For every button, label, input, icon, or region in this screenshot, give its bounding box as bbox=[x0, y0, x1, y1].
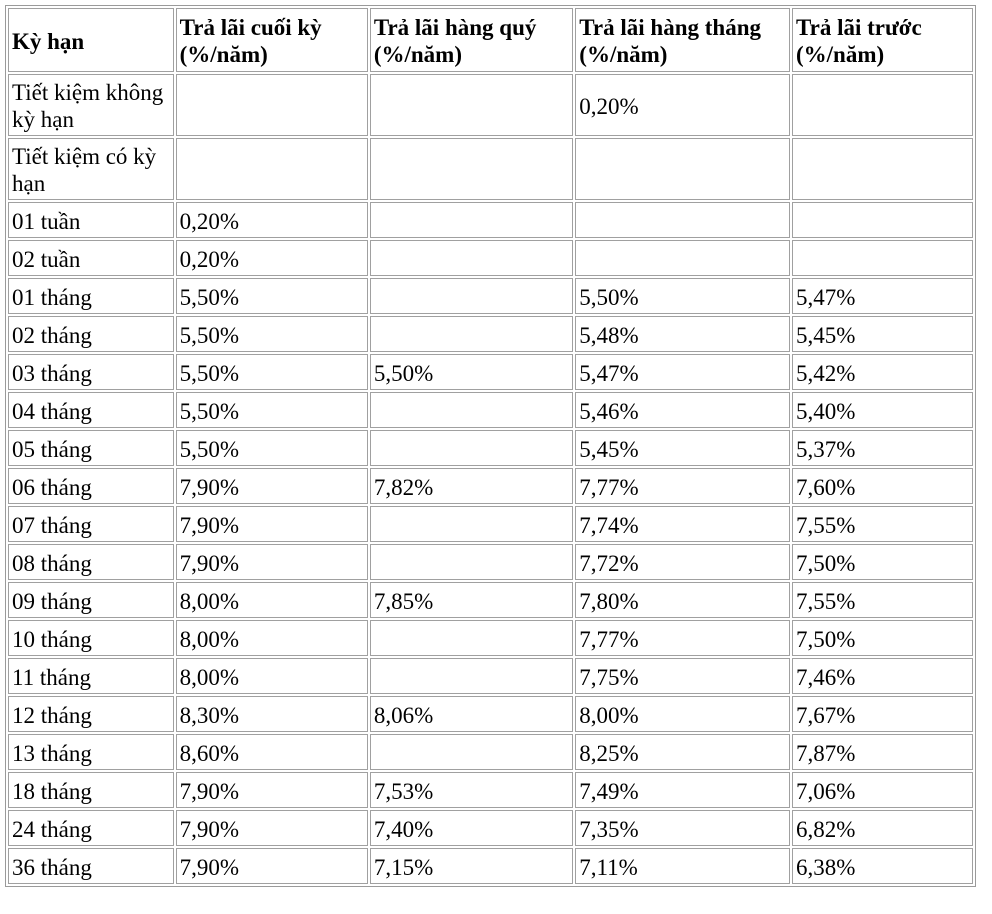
cell-upfront-rate: 7,50% bbox=[792, 620, 973, 656]
cell-monthly-rate bbox=[575, 240, 790, 276]
cell-quarterly-rate bbox=[370, 240, 573, 276]
cell-monthly-rate: 0,20% bbox=[575, 74, 790, 136]
cell-term: 10 tháng bbox=[8, 620, 174, 656]
cell-end-of-term-rate: 7,90% bbox=[176, 848, 368, 884]
cell-quarterly-rate: 7,40% bbox=[370, 810, 573, 846]
header-quarterly-unit: (%/năm) bbox=[373, 42, 462, 67]
cell-upfront-rate: 7,67% bbox=[792, 696, 973, 732]
cell-quarterly-rate bbox=[370, 734, 573, 770]
cell-monthly-rate: 8,25% bbox=[575, 734, 790, 770]
cell-end-of-term-rate: 7,90% bbox=[176, 810, 368, 846]
cell-upfront-rate: 5,45% bbox=[792, 316, 973, 352]
table-row bbox=[8, 620, 973, 656]
cell-end-of-term-rate: 8,30% bbox=[176, 696, 368, 732]
cell-term: 11 tháng bbox=[8, 658, 174, 694]
table-row bbox=[8, 202, 973, 238]
cell-quarterly-rate bbox=[370, 658, 573, 694]
cell-upfront-rate: 7,55% bbox=[792, 582, 973, 618]
cell-upfront-rate bbox=[792, 202, 973, 238]
cell-term: 01 tuần bbox=[8, 202, 174, 238]
cell-end-of-term-rate: 7,90% bbox=[176, 506, 368, 542]
header-monthly-unit: (%/năm) bbox=[579, 42, 668, 67]
cell-quarterly-rate bbox=[370, 316, 573, 352]
header-end-of-term-unit: (%/năm) bbox=[179, 42, 268, 67]
cell-quarterly-rate bbox=[370, 74, 573, 136]
cell-term: Tiết kiệm không kỳ hạn bbox=[8, 74, 174, 136]
table-row bbox=[8, 278, 973, 314]
table-row bbox=[8, 138, 973, 200]
cell-upfront-rate: 7,60% bbox=[792, 468, 973, 504]
table-row bbox=[8, 506, 973, 542]
cell-end-of-term-rate: 8,60% bbox=[176, 734, 368, 770]
cell-monthly-rate: 7,74% bbox=[575, 506, 790, 542]
cell-end-of-term-rate: 7,90% bbox=[176, 544, 368, 580]
cell-upfront-rate bbox=[792, 74, 973, 136]
cell-end-of-term-rate: 5,50% bbox=[176, 354, 368, 390]
header-end-of-term-label: Trả lãi cuối kỳ bbox=[179, 15, 322, 40]
cell-term: 24 tháng bbox=[8, 810, 174, 846]
cell-monthly-rate: 7,80% bbox=[575, 582, 790, 618]
cell-upfront-rate: 7,50% bbox=[792, 544, 973, 580]
cell-quarterly-rate bbox=[370, 202, 573, 238]
interest-rate-table bbox=[5, 5, 976, 887]
cell-end-of-term-rate: 5,50% bbox=[176, 392, 368, 428]
header-quarterly-label: Trả lãi hàng quý bbox=[373, 15, 537, 40]
table-row bbox=[8, 734, 973, 770]
cell-term: 08 tháng bbox=[8, 544, 174, 580]
table-row bbox=[8, 696, 973, 732]
cell-end-of-term-rate: 5,50% bbox=[176, 316, 368, 352]
cell-term: 18 tháng bbox=[8, 772, 174, 808]
cell-upfront-rate: 6,82% bbox=[792, 810, 973, 846]
cell-term: 04 tháng bbox=[8, 392, 174, 428]
cell-monthly-rate: 7,72% bbox=[575, 544, 790, 580]
table-row bbox=[8, 74, 973, 136]
cell-end-of-term-rate: 5,50% bbox=[176, 430, 368, 466]
cell-upfront-rate: 5,47% bbox=[792, 278, 973, 314]
cell-end-of-term-rate: 5,50% bbox=[176, 278, 368, 314]
cell-end-of-term-rate: 8,00% bbox=[176, 582, 368, 618]
cell-upfront-rate: 5,37% bbox=[792, 430, 973, 466]
cell-monthly-rate: 8,00% bbox=[575, 696, 790, 732]
cell-quarterly-rate: 8,06% bbox=[370, 696, 573, 732]
cell-quarterly-rate: 7,15% bbox=[370, 848, 573, 884]
cell-end-of-term-rate bbox=[176, 74, 368, 136]
header-end-of-term bbox=[176, 8, 368, 72]
cell-monthly-rate: 7,35% bbox=[575, 810, 790, 846]
cell-upfront-rate: 7,55% bbox=[792, 506, 973, 542]
table-row bbox=[8, 240, 973, 276]
table-row bbox=[8, 772, 973, 808]
cell-quarterly-rate bbox=[370, 430, 573, 466]
cell-end-of-term-rate: 7,90% bbox=[176, 468, 368, 504]
cell-end-of-term-rate: 8,00% bbox=[176, 658, 368, 694]
table-row bbox=[8, 658, 973, 694]
cell-quarterly-rate: 5,50% bbox=[370, 354, 573, 390]
cell-term: 02 tháng bbox=[8, 316, 174, 352]
cell-end-of-term-rate bbox=[176, 138, 368, 200]
cell-monthly-rate: 7,11% bbox=[575, 848, 790, 884]
table-row bbox=[8, 316, 973, 352]
cell-monthly-rate bbox=[575, 138, 790, 200]
table-row bbox=[8, 354, 973, 390]
cell-upfront-rate: 5,42% bbox=[792, 354, 973, 390]
rate-rows bbox=[8, 74, 973, 884]
cell-upfront-rate: 5,40% bbox=[792, 392, 973, 428]
header-row bbox=[8, 8, 973, 72]
table-row bbox=[8, 468, 973, 504]
table-row bbox=[8, 848, 973, 884]
cell-quarterly-rate bbox=[370, 544, 573, 580]
cell-upfront-rate bbox=[792, 138, 973, 200]
cell-quarterly-rate bbox=[370, 620, 573, 656]
cell-term: 05 tháng bbox=[8, 430, 174, 466]
cell-monthly-rate: 7,75% bbox=[575, 658, 790, 694]
header-upfront-label: Trả lãi trước bbox=[795, 15, 922, 40]
header-term bbox=[8, 8, 174, 72]
cell-upfront-rate: 7,87% bbox=[792, 734, 973, 770]
header-quarterly bbox=[370, 8, 573, 72]
cell-quarterly-rate bbox=[370, 506, 573, 542]
header-upfront-unit: (%/năm) bbox=[795, 42, 885, 67]
cell-quarterly-rate bbox=[370, 392, 573, 428]
cell-monthly-rate: 5,47% bbox=[575, 354, 790, 390]
cell-quarterly-rate bbox=[370, 278, 573, 314]
cell-monthly-rate: 5,48% bbox=[575, 316, 790, 352]
cell-term: 07 tháng bbox=[8, 506, 174, 542]
header-term-label: Kỳ hạn bbox=[12, 28, 85, 54]
cell-term: 01 tháng bbox=[8, 278, 174, 314]
cell-end-of-term-rate: 0,20% bbox=[176, 240, 368, 276]
cell-end-of-term-rate: 7,90% bbox=[176, 772, 368, 808]
table-row bbox=[8, 430, 973, 466]
table-row bbox=[8, 392, 973, 428]
header-upfront bbox=[792, 8, 973, 72]
header-monthly bbox=[575, 8, 790, 72]
cell-term: 03 tháng bbox=[8, 354, 174, 390]
cell-term: 12 tháng bbox=[8, 696, 174, 732]
cell-term: 13 tháng bbox=[8, 734, 174, 770]
cell-monthly-rate: 7,49% bbox=[575, 772, 790, 808]
cell-end-of-term-rate: 0,20% bbox=[176, 202, 368, 238]
cell-monthly-rate: 5,46% bbox=[575, 392, 790, 428]
cell-quarterly-rate: 7,85% bbox=[370, 582, 573, 618]
cell-term: Tiết kiệm có kỳ hạn bbox=[8, 138, 174, 200]
cell-upfront-rate: 7,06% bbox=[792, 772, 973, 808]
cell-term: 02 tuần bbox=[8, 240, 174, 276]
table-row bbox=[8, 582, 973, 618]
table-row bbox=[8, 810, 973, 846]
table-row bbox=[8, 544, 973, 580]
cell-upfront-rate: 6,38% bbox=[792, 848, 973, 884]
cell-monthly-rate: 5,50% bbox=[575, 278, 790, 314]
cell-monthly-rate: 7,77% bbox=[575, 620, 790, 656]
cell-monthly-rate: 5,45% bbox=[575, 430, 790, 466]
cell-upfront-rate: 7,46% bbox=[792, 658, 973, 694]
header-monthly-label: Trả lãi hàng tháng bbox=[579, 15, 761, 40]
cell-end-of-term-rate: 8,00% bbox=[176, 620, 368, 656]
cell-term: 36 tháng bbox=[8, 848, 174, 884]
cell-term: 09 tháng bbox=[8, 582, 174, 618]
cell-upfront-rate bbox=[792, 240, 973, 276]
cell-monthly-rate: 7,77% bbox=[575, 468, 790, 504]
cell-quarterly-rate bbox=[370, 138, 573, 200]
cell-monthly-rate bbox=[575, 202, 790, 238]
cell-term: 06 tháng bbox=[8, 468, 174, 504]
cell-quarterly-rate: 7,82% bbox=[370, 468, 573, 504]
cell-quarterly-rate: 7,53% bbox=[370, 772, 573, 808]
